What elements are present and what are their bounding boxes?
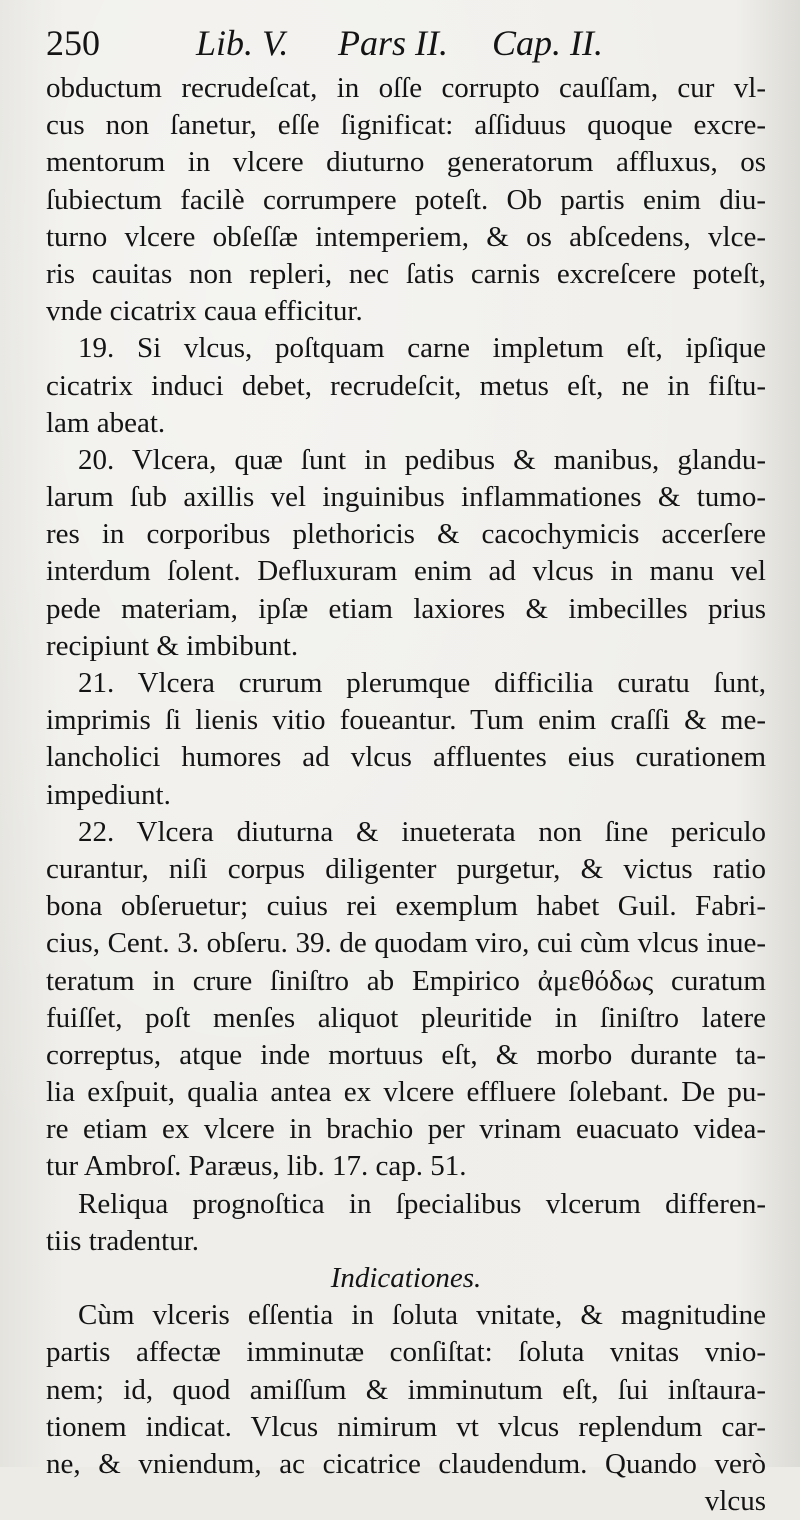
text-line: correptus, atque inde mortuus eſt, & morbo durante ta-: [46, 1038, 766, 1071]
text-line: lam abeat.: [46, 406, 166, 439]
text-line: cius, Cent. 3. obſeru. 39. de quodam viro, cui cùm vlcus inue-: [46, 927, 766, 960]
running-header: [46, 22, 766, 70]
page-number: 250: [46, 23, 100, 63]
chapter-label: Cap. II.: [492, 23, 603, 63]
text-line: obductum recrudeſcat, in oſſe corrupto cauſſam, cur vl-: [46, 72, 766, 104]
text-line: Reliqua prognoſtica in ſpecialibus vlcerum differen-: [78, 1187, 766, 1220]
text-line: partis affectæ imminutæ conſiſtat: ſoluta vnitas vnio-: [46, 1336, 766, 1369]
text-line: nem; id, quod amiſſum & imminutum eſt, ſui inſtaura-: [46, 1373, 766, 1406]
text-line: bona obſeruetur; cuius rei exemplum habet Guil. Fabri-: [46, 890, 766, 923]
text-line: turno vlcere obſeſſæ intemperiem, & os abſcedens, vlce-: [46, 220, 766, 253]
text-line: tionem indicat. Vlcus nimirum vt vlcus replendum car-: [46, 1410, 766, 1443]
text-line: mentorum in vlcere diuturno generatorum affluxus, os: [46, 146, 766, 179]
text-line: cicatrix induci debet, recrudeſcit, metus eſt, ne in fiſtu-: [46, 369, 766, 402]
text-line: 21. Vlcera crurum plerumque difficilia curatu ſunt,: [78, 667, 766, 699]
text-line: 20. Vlcera, quæ ſunt in pedibus & manibus, glandu-: [78, 443, 766, 476]
text-line: fuiſſet, poſt menſes aliquot pleuritide in ſiniſtro latere: [46, 1001, 766, 1034]
text-line: lancholici humores ad vlcus affluentes eius curationem: [46, 741, 766, 774]
text-line: tiis tradentur.: [46, 1224, 200, 1257]
text-line: 19. Si vlcus, poſtquam carne impletum eſt, ipſique: [78, 332, 766, 365]
text-line: res in corporibus plethoricis & cacochymicis accerſere: [46, 518, 766, 551]
book-label: Lib. V.: [196, 23, 289, 63]
text-line: teratum in crure ſiniſtro ab Empirico ἀμεθόδως curatum: [46, 964, 766, 997]
text-line: imprimis ſi lienis vitio foueantur. Tum enim craſſi & me-: [46, 704, 766, 737]
catchword: vlcus: [704, 1485, 766, 1518]
text-line: 22. Vlcera diuturna & inueterata non ſine periculo: [78, 815, 766, 848]
text-line: ſubiectum facilè corrumpere poteſt. Ob partis enim diu-: [46, 183, 766, 216]
text-line: larum ſub axillis vel inguinibus inflammationes & tumo-: [46, 481, 766, 514]
body-text: [46, 70, 766, 1520]
text-line: pede materiam, ipſæ etiam laxiores & imbecilles prius: [46, 592, 766, 625]
text-line: ris cauitas non repleri, nec ſatis carnis excreſcere poteſt,: [46, 257, 766, 290]
section-heading: Indicationes.: [330, 1262, 482, 1294]
text-line: curantur, niſi corpus diligenter purgetur, & victus ratio: [46, 852, 766, 885]
text-line: lia exſpuit, qualia antea ex vlcere effluere ſolebant. De pu-: [46, 1076, 766, 1109]
text-line: cus non ſanetur, eſſe ſignificat: aſſiduus quoque excre-: [46, 109, 766, 142]
text-line: ne, & vniendum, ac cicatrice claudendum. Quando verò: [46, 1447, 766, 1480]
text-line: Cùm vlceris eſſentia in ſoluta vnitate, & magnitudine: [78, 1299, 766, 1332]
text-line: interdum ſolent. Defluxuram enim ad vlcus in manu vel: [46, 555, 766, 588]
text-line: impediunt.: [46, 778, 171, 811]
part-label: Pars II.: [338, 23, 448, 63]
text-line: re etiam ex vlcere in brachio per vrinam euacuato videa-: [46, 1113, 766, 1146]
text-line: tur Ambroſ. Paræus, lib. 17. cap. 51.: [46, 1150, 467, 1183]
text-line: recipiunt & imbibunt.: [46, 629, 299, 662]
text-line: vnde cicatrix caua efficitur.: [46, 295, 363, 328]
